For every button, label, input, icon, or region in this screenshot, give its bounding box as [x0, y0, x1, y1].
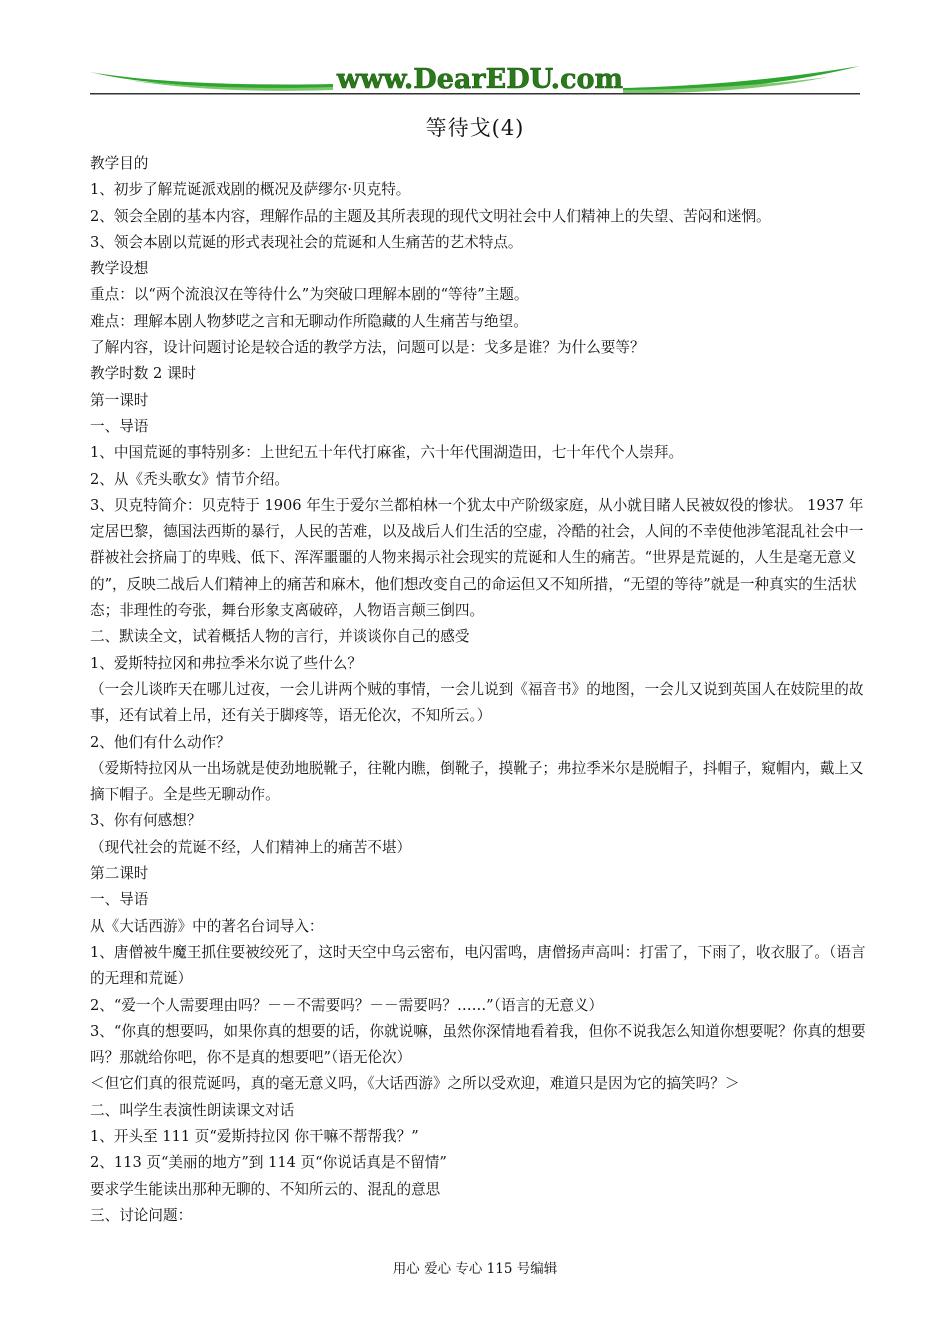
body-paragraph: 2、“爱一个人需要理由吗？－－不需要吗？－－需要吗？……”（语言的无意义）	[90, 996, 604, 1014]
body-paragraph: 了解内容，设计问题讨论是较合适的教学方法，问题可以是：戈多是谁？为什么要等？	[90, 339, 645, 357]
page-footer: 用心 爱心 专心 115 号编辑	[392, 1261, 558, 1277]
body-paragraph: （一会儿谈昨天在哪儿过夜，一会儿讲两个贼的事情，一会儿说到《福音书》的地图，一会儿又说到英国人在妓院里的故事，还有试着上吊，还有关于脚疼等，语无伦次，不知所云。）	[90, 680, 864, 725]
body-paragraph: 2、他们有什么动作？	[90, 733, 231, 751]
body-paragraph: 3、你有何感想？	[90, 812, 202, 830]
body-paragraph: 三、讨论问题：	[90, 1206, 193, 1224]
body-paragraph: 教学设想	[90, 260, 149, 278]
header-swoosh-graphic	[88, 58, 862, 96]
body-paragraph: 2、领会全剧的基本内容，理解作品的主题及其所表现的现代文明社会中人们精神上的失望、苦闷和迷惘。	[90, 207, 771, 225]
body-paragraph: （现代社会的荒诞不经，人们精神上的痛苦不堪）	[90, 838, 412, 856]
body-paragraph: 二、默读全文，试着概括人物的言行，并谈谈你自己的感受	[90, 628, 470, 646]
body-paragraph: 教学时数 2 课时	[90, 365, 197, 383]
body-paragraph: 1、初步了解荒诞派戏剧的概况及萨缪尔·贝克特。	[90, 181, 411, 199]
body-paragraph: （爱斯特拉冈从一出场就是使劲地脱靴子，往靴内瞧，倒靴子，摸靴子；弗拉季米尔是脱帽子，抖帽子，窥帽内，戴上又摘下帽子。全是些无聊动作。	[90, 759, 864, 804]
body-paragraph: 重点：以“两个流浪汉在等待什么”为突破口理解本剧的“等待”主题。	[90, 286, 529, 304]
body-paragraph: 一、导语	[90, 891, 149, 909]
left-swoosh	[90, 72, 333, 88]
body-paragraph: 二、叫学生表演性朗读课文对话	[90, 1101, 295, 1119]
body-paragraph: 从《大话西游》中的著名台词导入：	[90, 917, 324, 935]
body-paragraph: 1、中国荒诞的事特别多：上世纪五十年代打麻雀，六十年代围湖造田，七十年代个人崇拜。	[90, 444, 684, 462]
site-header-banner	[88, 58, 862, 96]
site-logo-text: www.DearEDU.com	[336, 64, 624, 95]
body-paragraph: 2、从《秃头歌女》情节介绍。	[90, 470, 290, 488]
body-paragraph: 第二课时	[90, 865, 149, 883]
body-paragraph: 一、导语	[90, 417, 149, 435]
body-paragraph: ＜但它们真的很荒诞吗，真的毫无意义吗，《大话西游》之所以受欢迎，难道只是因为它的搞笑吗？＞	[90, 1075, 740, 1093]
body-paragraph: 3、贝克特简介：贝克特于 1906 年生于爱尔兰都柏林一个犹太中产阶级家庭，从小就目睹人民被奴役的惨状。 1937 年定居巴黎，德国法西斯的暴行，人民的苦难，以及战后人们生活的空虚，冷酷的社会，人间的不幸使他涉笔混乱社会中一群被社会挤扁丁的卑贱、低下、浑浑噩噩的人物来揭示社会现实的荒诞和人生的痛苦。“世界是荒诞的，人生是毫无意义的”，反映二战后人们精神上的痛苦和麻木，他们想改变自己的命运但又不知所措，“无望的等待”就是一种真实的生活状态；非理性的夸张，舞台形象支离破碎，人物语言颠三倒四。	[90, 496, 864, 620]
body-paragraph: 1、唐僧被牛魔王抓住要被绞死了，这时天空中乌云密布，电闪雷鸣，唐僧扬声高叫：打雷了，下雨了，收衣服了。（语言的无理和荒诞）	[90, 943, 866, 988]
document-title: 等待戈(4)	[425, 116, 525, 140]
document-body	[90, 151, 870, 1229]
body-paragraph: 要求学生能读出那种无聊的、不知所云的、混乱的意思	[90, 1180, 441, 1198]
body-paragraph: 1、开头至 111 页“爱斯持拉冈 你干嘛不帮帮我？”	[90, 1127, 419, 1145]
body-paragraph: 1、爱斯特拉冈和弗拉季米尔说了些什么？	[90, 654, 362, 672]
body-paragraph: 难点：理解本剧人物梦呓之言和无聊动作所隐藏的人生痛苦与绝望。	[90, 312, 528, 330]
body-paragraph: 第一课时	[90, 391, 149, 409]
body-paragraph: 3、领会本剧以荒诞的形式表现社会的荒诞和人生痛苦的艺术特点。	[90, 233, 523, 251]
body-paragraph: 2、113 页“美丽的地方”到 114 页“你说话真是不留情”	[90, 1154, 447, 1172]
body-paragraph: 教学目的	[90, 155, 149, 172]
body-paragraph: 3、“你真的想要吗，如果你真的想要的话，你就说嘛，虽然你深情地看着我，但你不说我怎么知道你想要呢？你真的想要吗？那就给你吧，你不是真的想要吧”（语无伦次）	[90, 1022, 866, 1067]
